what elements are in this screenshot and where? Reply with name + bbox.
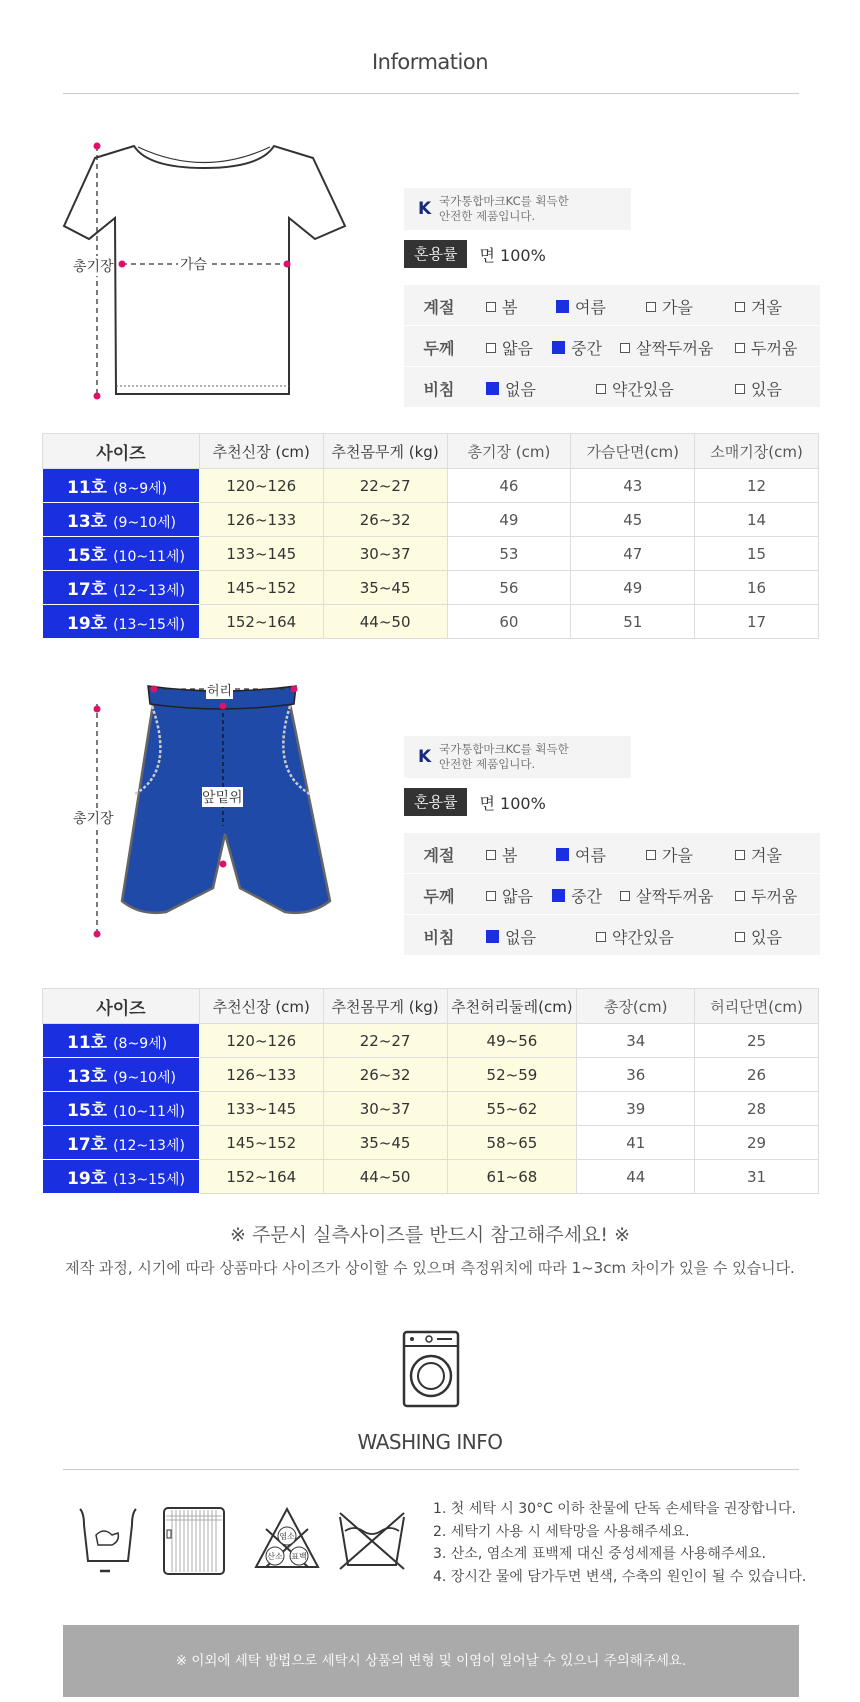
prop-row-sheerness: 비침 없음 약간있음 있음 bbox=[404, 915, 820, 955]
washing-caution-banner: ※ 이외에 세탁 방법으로 세탁시 상품의 변형 및 이염이 일어날 수 있으니 주의해주세요. bbox=[63, 1625, 799, 1697]
chest-label: 가슴 bbox=[178, 254, 209, 274]
information-title: Information bbox=[371, 50, 489, 74]
fabric-mix bbox=[404, 240, 546, 268]
notice-subtitle: 제작 과정, 시기에 따라 상품마다 사이즈가 상이할 수 있으며 측정위치에 따라 1~3cm 차이가 있을 수 있습니다. bbox=[65, 1259, 795, 1277]
fabric-mix-value: 면 100% bbox=[479, 245, 546, 265]
waist-label: 허리 bbox=[206, 680, 233, 699]
divider bbox=[63, 93, 799, 94]
table-row: 15호 (10~11세) 133~145 30~37 55~62 39 28 bbox=[43, 1092, 819, 1126]
kc-badge: K 국가통합마크KC를 획득한 안전한 제품입니다. bbox=[404, 736, 631, 778]
svg-text:염소: 염소 bbox=[279, 1532, 295, 1541]
size-table-bottom: 사이즈 추천신장 (cm) 추천몸무게 (kg) 추천허리둘레(cm) 총장(cm) 허리단면(cm) 11호 (8~9세) 120~126 22~27 49~56 34 25 13호 (9~10세) 126~133 26~32 52~59 36 26 15호 (10~11세) 133~145 30~37 55~62 39 28 17호 (12~13세) 145~152 35~45 58~65 41 29 19호 (13~15세) 152~164 44~50 61~68 44 31 bbox=[42, 988, 819, 1194]
front-rise-label: 앞밑위 bbox=[202, 787, 243, 807]
table-row: 19호 (13~15세) 152~164 44~50 61~68 44 31 bbox=[43, 1160, 819, 1194]
kc-logo-icon: K bbox=[418, 747, 432, 767]
washing-info-title: WASHING INFO bbox=[357, 1430, 503, 1454]
fabric-mix-label: 혼용률 bbox=[404, 240, 467, 268]
length-label: 총기장 bbox=[73, 256, 114, 276]
list-item: 4. 장시간 물에 담가두면 변색, 수축의 원인이 될 수 있습니다. bbox=[433, 1568, 807, 1585]
shorts-diagram bbox=[80, 676, 350, 946]
notice-title: ※ 주문시 실측사이즈를 반드시 참고해주세요! ※ bbox=[229, 1224, 631, 1246]
prop-row-sheerness: 비침 없음 약간있음 있음 bbox=[404, 367, 820, 407]
table-row: 13호 (9~10세) 126~133 26~32 52~59 36 26 bbox=[43, 1058, 819, 1092]
hand-wash-icon bbox=[76, 1505, 140, 1577]
laundry-net-icon bbox=[162, 1506, 226, 1576]
table-row: 13호 (9~10세) 126~133 26~32 49 45 14 bbox=[43, 503, 819, 537]
prop-row-season: 계절 봄 여름 가을 겨울 bbox=[404, 285, 820, 325]
washing-instructions bbox=[433, 1498, 806, 1588]
no-machine-wash-icon bbox=[336, 1509, 408, 1571]
no-bleach-icon bbox=[252, 1505, 322, 1571]
table-row: 15호 (10~11세) 133~145 30~37 53 47 15 bbox=[43, 537, 819, 571]
total-length-label: 총기장 bbox=[73, 808, 114, 828]
prop-row-thickness: 두께 얇음 중간 살짝두꺼움 두꺼움 bbox=[404, 874, 820, 914]
washing-machine-icon bbox=[402, 1330, 460, 1408]
table-row: 11호 (8~9세) 120~126 22~27 49~56 34 25 bbox=[43, 1024, 819, 1058]
table-row: 17호 (12~13세) 145~152 35~45 58~65 41 29 bbox=[43, 1126, 819, 1160]
svg-text:산소: 산소 bbox=[267, 1552, 283, 1561]
fabric-mix-value: 면 100% bbox=[479, 793, 546, 813]
table-row: 17호 (12~13세) 145~152 35~45 56 49 16 bbox=[43, 571, 819, 605]
fabric-mix-label: 혼용률 bbox=[404, 788, 467, 816]
svg-text:표백: 표백 bbox=[291, 1552, 307, 1561]
list-item: 2. 세탁기 사용 시 세탁망을 사용해주세요. bbox=[433, 1523, 690, 1540]
kc-logo-icon: K bbox=[418, 199, 432, 219]
table-row: 11호 (8~9세) 120~126 22~27 46 43 12 bbox=[43, 469, 819, 503]
fabric-mix bbox=[404, 788, 546, 816]
prop-row-season: 계절 봄 여름 가을 겨울 bbox=[404, 833, 820, 873]
list-item: 1. 첫 세탁 시 30°C 이하 찬물에 단독 손세탁을 권장합니다. bbox=[433, 1501, 796, 1517]
table-row: 19호 (13~15세) 152~164 44~50 60 51 17 bbox=[43, 605, 819, 639]
kc-badge: K 국가통합마크KC를 획득한 안전한 제품입니다. bbox=[404, 188, 631, 230]
list-item: 3. 산소, 염소계 표백제 대신 중성세제를 사용해주세요. bbox=[433, 1546, 766, 1562]
prop-row-thickness: 두께 얇음 중간 살짝두꺼움 두꺼움 bbox=[404, 326, 820, 366]
size-table-top: 사이즈 추천신장 (cm) 추천몸무게 (kg) 총기장 (cm) 가슴단면(cm) 소매기장(cm) 11호 (8~9세) 120~126 22~27 46 43 12 13호 (9~10세) 126~133 26~32 49 45 14 15호 (10~11세) 133~145 30~37 53 47 15 17호 (12~13세) 145~152 35~45 56 49 16 19호 (13~15세) 152~164 44~50 60 51 17 bbox=[42, 433, 819, 639]
divider bbox=[63, 1469, 799, 1470]
